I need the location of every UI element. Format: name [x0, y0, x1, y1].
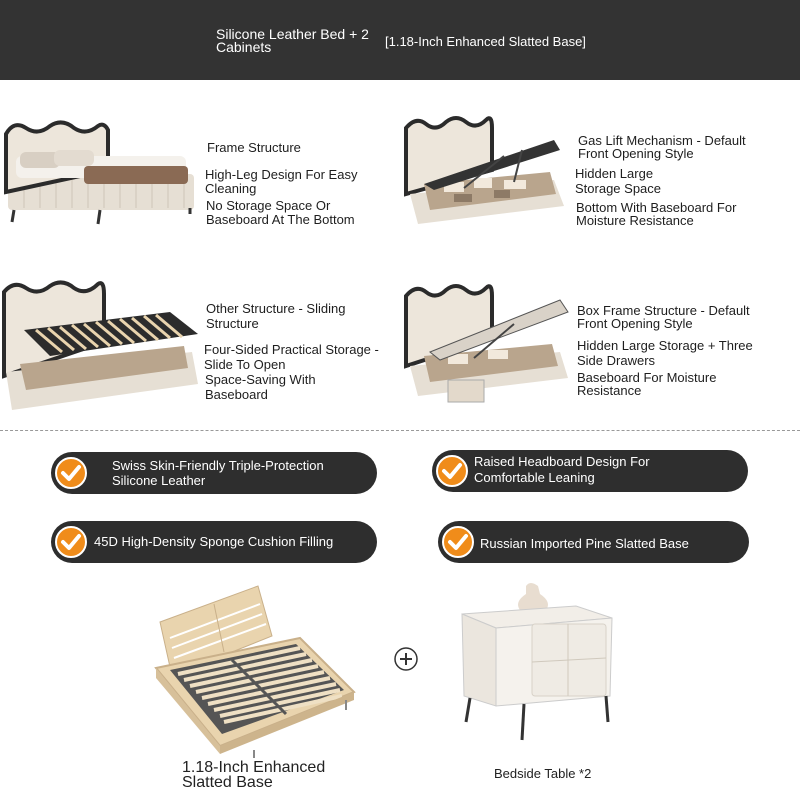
box-frame-title: Box Frame Structure - Default Front Opening Style — [577, 303, 750, 331]
header-banner — [0, 0, 800, 80]
feature-pill-leather — [51, 452, 377, 494]
bed-caption: 1.18-Inch Enhanced Slatted Base — [182, 759, 326, 791]
sliding-feature-2: Space-Saving With Baseboard — [205, 372, 316, 402]
check-icon — [55, 457, 87, 489]
bedside-table-image — [456, 578, 620, 746]
feature-label: Russian Imported Pine Slatted Base — [480, 536, 689, 551]
frame-title: Frame Structure — [207, 140, 301, 155]
feature-label: 45D High-Density Sponge Cushion Filling — [94, 534, 334, 549]
feature-label: Raised Headboard Design For Comfortable Leaning — [474, 454, 650, 485]
sliding-bed-image — [2, 272, 200, 414]
product-title: Silicone Leather Bed + 2 Cabinets — [216, 26, 369, 55]
section-divider — [0, 430, 800, 431]
sliding-feature-1: Four-Sided Practical Storage - Slide To Open — [204, 342, 379, 372]
check-icon — [55, 526, 87, 558]
box-frame-feature-1: Hidden Large Storage + Three Side Drawers — [577, 338, 753, 368]
gas-lift-title: Gas Lift Mechanism - Default Front Opening Style — [578, 133, 746, 161]
feature-pill-sponge — [51, 521, 377, 563]
check-icon — [436, 455, 468, 487]
gas-lift-bed-image — [404, 110, 574, 235]
frame-feature-1: High-Leg Design For Easy Cleaning — [205, 167, 358, 196]
box-frame-feature-2: Baseboard For Moisture Resistance — [577, 370, 717, 398]
feature-label: Swiss Skin-Friendly Triple-Protection Silicone Leather — [112, 458, 324, 488]
feature-pill-pine — [438, 521, 749, 563]
gas-lift-feature-1: Hidden Large Storage Space — [575, 166, 662, 196]
product-subtitle: [1.18-Inch Enhanced Slatted Base] — [385, 34, 586, 49]
box-frame-bed-image — [404, 280, 574, 408]
feature-pill-headboard — [432, 450, 748, 492]
gas-lift-feature-2: Bottom With Baseboard For Moisture Resistance — [576, 200, 737, 228]
slatted-bed-image — [150, 582, 360, 758]
frame-feature-2: No Storage Space Or Baseboard At The Bottom — [206, 198, 355, 227]
bedside-table-caption: Bedside Table *2 — [494, 766, 592, 781]
check-icon — [442, 526, 474, 558]
sliding-title: Other Structure - Sliding Structure — [206, 301, 346, 331]
frame-bed-image — [4, 110, 200, 228]
plus-circle-icon — [394, 647, 418, 671]
